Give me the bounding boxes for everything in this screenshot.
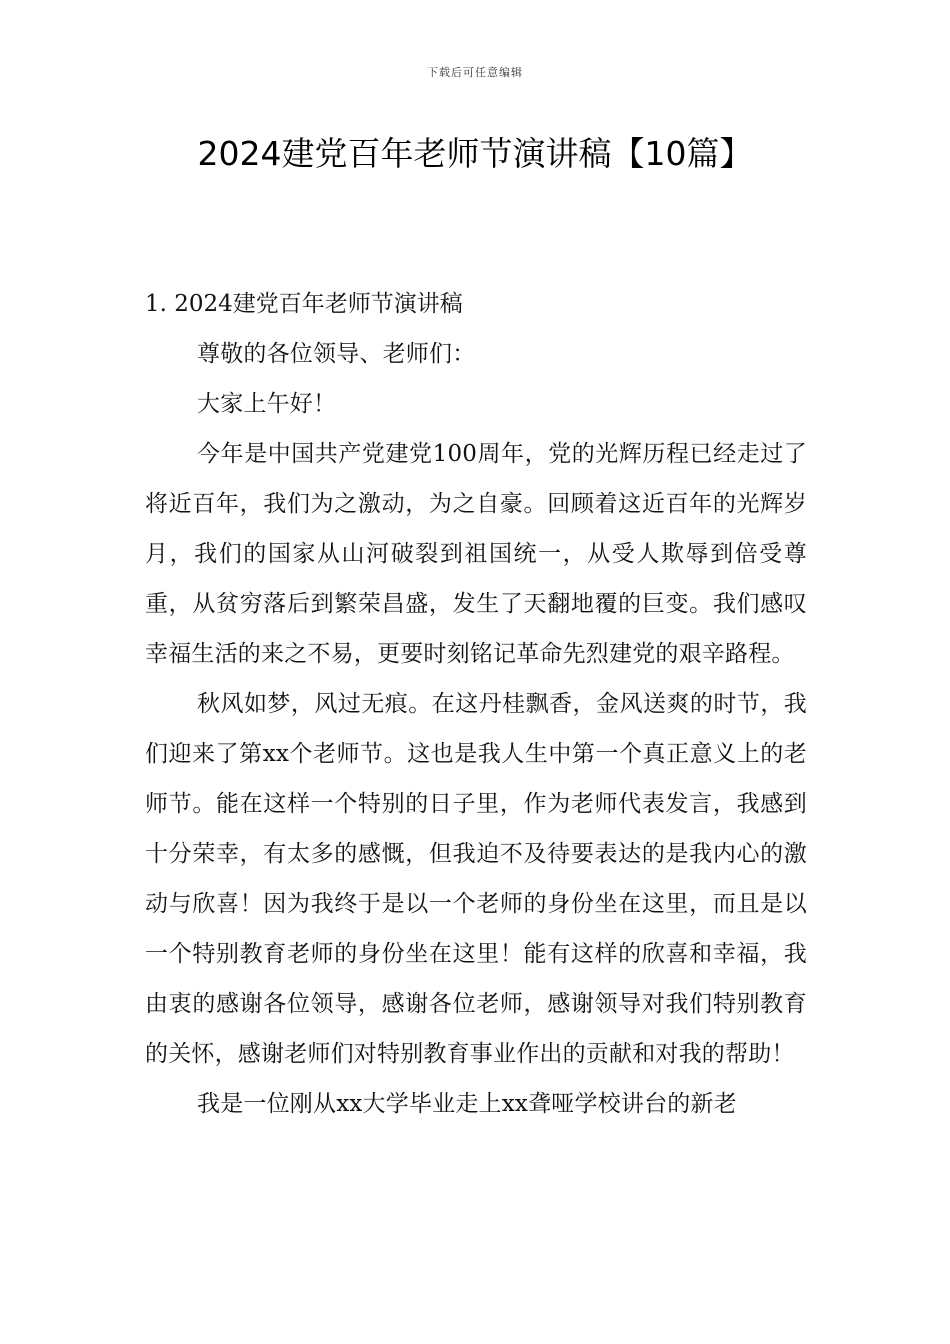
document-body bbox=[145, 279, 807, 1129]
paragraph-greeting: 大家上午好！ bbox=[197, 391, 337, 417]
document-title: 2024建党百年老师节演讲稿【10篇】 bbox=[197, 134, 753, 173]
header-note: 下载后可任意编辑 bbox=[427, 66, 523, 79]
section-heading: 1. 2024建党百年老师节演讲稿 bbox=[145, 291, 463, 317]
paragraph-introduction: 我是一位刚从xx大学毕业走上xx聋哑学校讲台的新老 bbox=[197, 1091, 737, 1117]
paragraph-party-history: 今年是中国共产党建党100周年，党的光辉历程已经走过了将近百年，我们为之激动，为之自豪。回顾着这近百年的光辉岁月，我们的国家从山河破裂到祖国统一，从受人欺辱到倍受尊重，从贫穷落后到繁荣昌盛，发生了天翻地覆的巨变。我们感叹幸福生活的来之不易，更要时刻铭记革命先烈建党的艰辛路程。 bbox=[145, 441, 807, 667]
paragraph-salutation: 尊敬的各位领导、老师们： bbox=[197, 341, 476, 367]
paragraph-teachers-day: 秋风如梦，风过无痕。在这丹桂飘香，金风送爽的时节，我们迎来了第xx个老师节。这也是我人生中第一个真正意义上的老师节。能在这样一个特别的日子里，作为老师代表发言，我感到十分荣幸，有太多的感慨，但我迫不及待要表达的是我内心的激动与欣喜！因为我终于是以一个老师的身份坐在这里，而且是以一个特别教育老师的身份坐在这里！能有这样的欣喜和幸福，我由衷的感谢各位领导，感谢各位老师，感谢领导对我们特别教育的关怀，感谢老师们对特别教育事业作出的贡献和对我的帮助！ bbox=[145, 691, 807, 1067]
